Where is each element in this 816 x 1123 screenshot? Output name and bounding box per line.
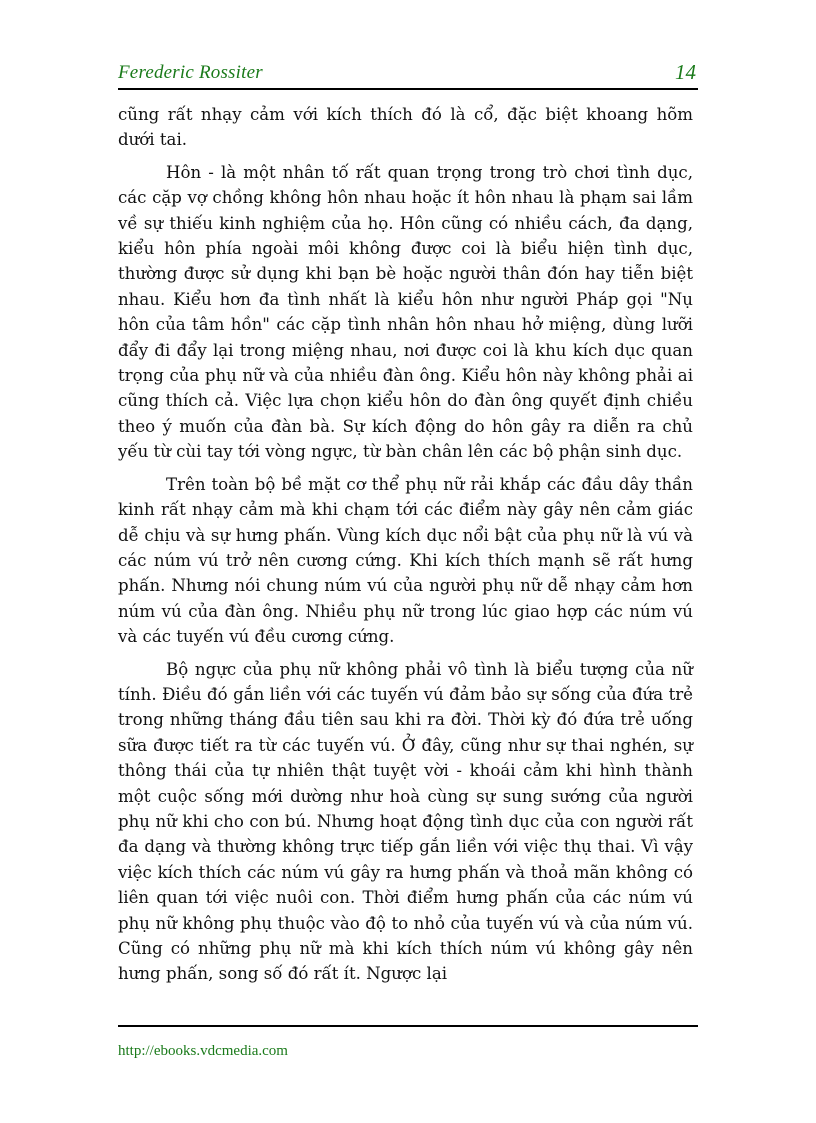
header-divider	[118, 88, 698, 90]
page-header	[118, 60, 698, 88]
header-author: Ferederic Rossiter	[118, 62, 263, 83]
paragraph: Bộ ngực của phụ nữ không phải vô tình là biểu tượng của nữ tính. Điều đó gắn liền với các tuyến vú đảm bảo sự sống của đứa trẻ trong những tháng đầu tiên sau khi ra đời. Thời kỳ đó đứa trẻ uống sữa được tiết ra từ các tuyến vú. Ở đây, cũng như sự thai nghén, sự thông thái của tự nhiên thật tuyệt vời - khoái cảm khi hình thành một cuộc sống mới dường như hoà cùng sự sung sướng của người phụ nữ khi cho con bú. Nhưng hoạt động tình dục của con người rất đa dạng và thường không trực tiếp gắn liền với việc thụ thai. Vì vậy việc kích thích các núm vú gây ra hưng phấn và thoả mãn không có liên quan tới việc nuôi con. Thời điểm hưng phấn của các núm vú phụ nữ không phụ thuộc vào độ to nhỏ của tuyến vú và của núm vú. Cũng có những phụ nữ mà khi kích thích núm vú không gây nên hưng phấn, song số đó rất ít. Ngược lại	[118, 659, 693, 984]
footer-divider	[118, 1025, 698, 1027]
page-number: 14	[675, 60, 696, 84]
paragraph-continuation: cũng rất nhạy cảm với kích thích đó là cổ, đặc biệt khoang hõm dưới tai.	[118, 105, 693, 150]
body-text	[118, 102, 693, 994]
paragraph: Trên toàn bộ bề mặt cơ thể phụ nữ rải khắp các đầu dây thần kinh rất nhạy cảm mà khi chạm tới các điểm này gây nên cảm giác dễ chịu và sự hưng phấn. Vùng kích dục nổi bật của phụ nữ là vú và các núm vú trở nên cương cứng. Khi kích thích mạnh sẽ rất hưng phấn. Nhưng nói chung núm vú của người phụ nữ dễ nhạy cảm hơn núm vú của đàn ông. Nhiều phụ nữ trong lúc giao hợp các núm vú và các tuyến vú đều cương cứng.	[118, 474, 693, 647]
paragraph: Hôn - là một nhân tố rất quan trọng trong trò chơi tình dục, các cặp vợ chồng không hôn nhau hoặc ít hôn nhau là phạm sai lầm về sự thiếu kinh nghiệm của họ. Hôn cũng có nhiều cách, đa dạng, kiểu hôn phía ngoài môi không được coi là biểu hiện tình dục, thường được sử dụng khi bạn bè hoặc người thân đón hay tiễn biệt nhau. Kiểu hơn đa tình nhất là kiểu hôn như người Pháp gọi "Nụ hôn của tâm hồn" các cặp tình nhân hôn nhau hở miệng, dùng lưỡi đẩy đi đẩy lại trong miệng nhau, nơi được coi là khu kích dục quan trọng của phụ nữ và của nhiều đàn ông. Kiểu hôn này không phải ai cũng thích cả. Việc lựa chọn kiểu hôn do đàn ông quyết định chiều theo ý muốn của đàn bà. Sự kích động do hôn gây ra diễn ra chủ yếu từ cùi tay tới vòng ngực, từ bàn chân lên các bộ phận sinh dục.	[118, 162, 693, 462]
footer-link[interactable]: http://ebooks.vdcmedia.com	[118, 1043, 288, 1059]
